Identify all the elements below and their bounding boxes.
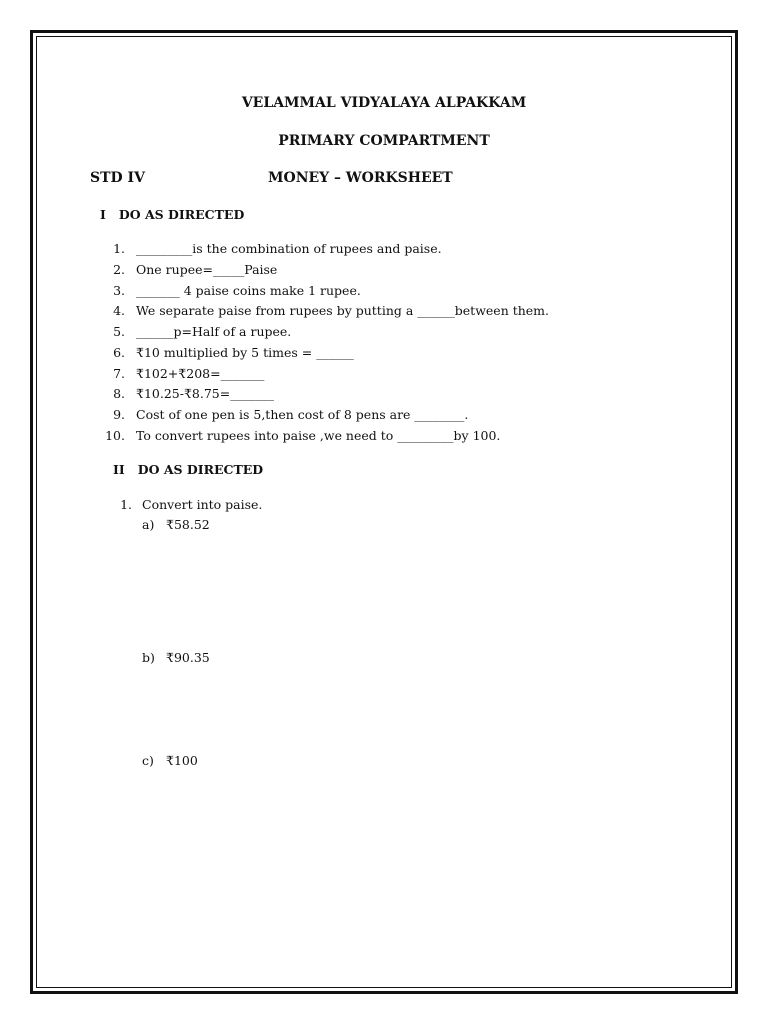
compartment-title: PRIMARY COMPARTMENT xyxy=(278,133,490,149)
item-text: ______p=Half of a rupee. xyxy=(136,324,292,339)
sub-value: ₹58.52 xyxy=(166,517,210,532)
sub-value: ₹90.35 xyxy=(166,650,210,665)
item-number: 3. xyxy=(113,283,125,298)
sub-label: c) xyxy=(142,753,154,768)
item-number: 8. xyxy=(113,386,125,401)
item-text: _______ 4 paise coins make 1 rupee. xyxy=(136,283,361,298)
item-text: ₹10 multiplied by 5 times = ______ xyxy=(136,345,354,360)
item-text: To convert rupees into paise ,we need to _________by 100. xyxy=(136,428,501,443)
item-number: 10. xyxy=(105,428,125,443)
question-number: 1. xyxy=(120,497,132,512)
item-text: We separate paise from rupees by putting a ______between them. xyxy=(136,303,550,318)
item-text: Cost of one pen is 5,then cost of 8 pens are ________. xyxy=(136,407,469,422)
sub-label: a) xyxy=(142,517,155,532)
item-number: 9. xyxy=(113,407,125,422)
item-text: _________is the combination of rupees and paise. xyxy=(136,241,442,256)
item-text: One rupee=_____Paise xyxy=(136,262,278,277)
item-number: 2. xyxy=(113,262,125,277)
item-number: 6. xyxy=(113,345,125,360)
std-label: STD IV xyxy=(90,170,145,186)
item-number: 1. xyxy=(113,241,125,256)
school-name: VELAMMAL VIDYALAYA ALPAKKAM xyxy=(241,95,527,111)
item-text: ₹10.25-₹8.75=_______ xyxy=(136,386,274,401)
question-text: Convert into paise. xyxy=(142,497,263,512)
sub-value: ₹100 xyxy=(166,753,198,768)
item-number: 5. xyxy=(113,324,125,339)
item-text: ₹102+₹208=_______ xyxy=(136,366,265,381)
sub-label: b) xyxy=(142,650,155,665)
worksheet-title: MONEY – WORKSHEET xyxy=(268,170,453,186)
section-1-heading: I DO AS DIRECTED xyxy=(100,207,245,222)
item-number: 7. xyxy=(113,366,125,381)
item-number: 4. xyxy=(113,303,125,318)
section-2-heading: II DO AS DIRECTED xyxy=(113,462,264,477)
